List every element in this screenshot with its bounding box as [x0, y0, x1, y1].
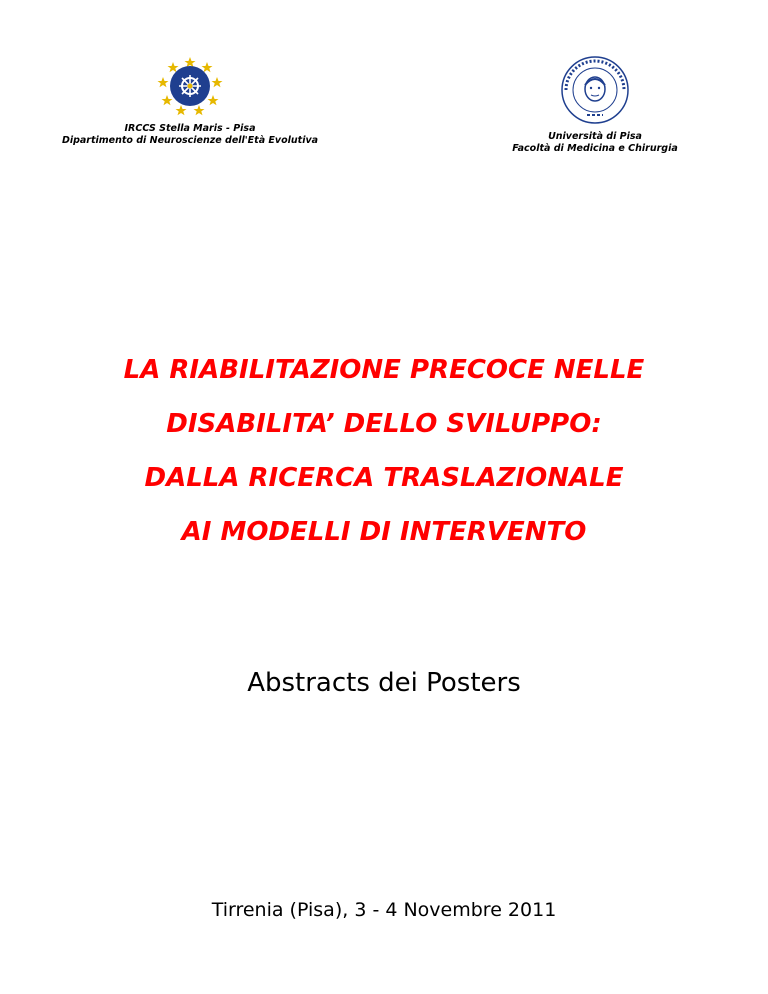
right-affiliation — [460, 131, 730, 155]
header-left — [40, 55, 340, 147]
document-subtitle: Abstracts dei Posters — [247, 668, 521, 698]
stella-maris-logo — [155, 55, 225, 117]
right-affiliation-line2: Facoltà di Medicina e Chirurgia — [512, 143, 678, 154]
event-location-date: Tirrenia (Pisa), 3 - 4 Novembre 2011 — [211, 899, 557, 921]
document-title — [0, 343, 768, 559]
header-right — [460, 55, 730, 155]
left-affiliation — [40, 123, 340, 147]
title-line-1: LA RIABILITAZIONE PRECOCE NELLE — [123, 355, 645, 385]
right-affiliation-line1: Università di Pisa — [548, 131, 642, 142]
title-line-3: DALLA RICERCA TRASLAZIONALE — [144, 463, 624, 493]
title-line-2: DISABILITA’ DELLO SVILUPPO: — [166, 409, 602, 439]
title-line-4: AI MODELLI DI INTERVENTO — [181, 517, 587, 547]
universita-pisa-seal — [560, 55, 630, 125]
left-affiliation-line2: Dipartimento di Neuroscienze dell'Età Evolutiva — [61, 135, 319, 146]
left-affiliation-line1: IRCCS Stella Maris - Pisa — [124, 123, 256, 134]
